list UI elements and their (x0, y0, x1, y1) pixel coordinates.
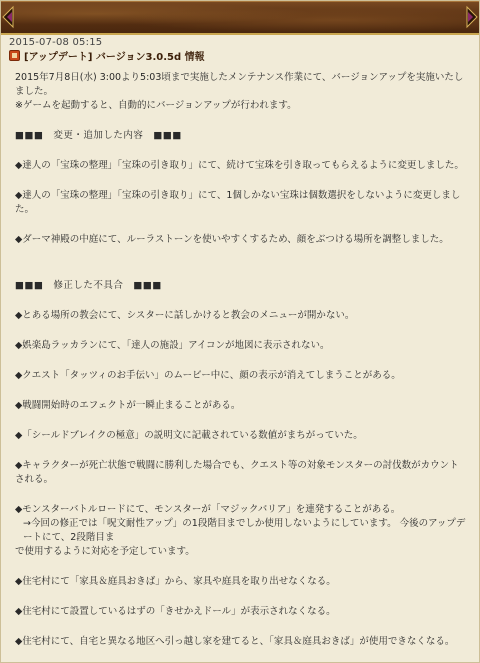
change-item: ◆達人の「宝珠の整理」「宝珠の引き取り」にて、続けて宝珠を引き取ってもらえるように変更しました。 (15, 160, 464, 171)
post-date: 2015-07-08 05:15 (9, 37, 103, 48)
changes-heading: ■■■ 変更・追加した内容 ■■■ (15, 130, 182, 141)
fix-item: ◆住宅村にて「家具＆庭具おきば」から、家具や庭具を取り出せなくなる。 (15, 576, 336, 587)
change-item: ◆達人の「宝珠の整理」「宝珠の引き取り」にて、1個しかない宝珠は個数選択をしないように変更しました。 (15, 190, 461, 215)
fix-item: ◆キャラクターが死亡状態で戦闘に勝利した場合でも、クエスト等の対象モンスターの討伐数がカウントされる。 (15, 460, 459, 485)
banner-right-ornament-icon (459, 1, 479, 33)
fix-item-monster-battle: ◆モンスターバトルロードにて、モンスターが「マジックバリア」を連発することがある。 (15, 504, 401, 515)
header-banner (1, 1, 479, 35)
post-title-row (9, 48, 205, 62)
fix-item-monster-note-cont: で使用するように対応を予定しています。 (15, 546, 195, 557)
fix-item: ◆「シールドブレイクの極意」の説明文に記載されている数値がまちがっていた。 (15, 430, 363, 441)
post-body (15, 71, 467, 649)
post-title: [アップデート] バージョン3.0.5d 情報 (24, 51, 205, 63)
fix-item-monster-note: →今回の修正では「呪文耐性アップ」の1段階目までしか使用しないようにしています。 今後のアップデートにて、2段階目ま (23, 518, 466, 543)
banner-left-ornament-icon (1, 1, 21, 33)
fix-item: ◆住宅村にて設置しているはずの「きせかえドール」が表示されなくなる。 (15, 606, 336, 617)
update-category-icon (9, 50, 20, 61)
change-item: ◆ダーマ神殿の中庭にて、ルーラストーンを使いやすくするため、顔をぶつける場所を調整しました。 (15, 234, 449, 245)
fix-item: ◆戦闘開始時のエフェクトが一瞬止まることがある。 (15, 400, 241, 411)
fix-item: ◆住宅村にて、自宅と異なる地区へ引っ越し家を建てると、「家具＆庭具おきば」が使用できなくなる。 (15, 636, 455, 647)
fixes-heading: ■■■ 修正した不具合 ■■■ (15, 280, 162, 291)
fix-item: ◆とある場所の教会にて、シスターに話しかけると教会のメニューが開かない。 (15, 310, 355, 321)
intro-line: 2015年7月8日(水) 3:00より5:03頃まで実施したメンテナンス作業にて、バージョンアップを実施いたしました。 (15, 72, 464, 97)
fix-item: ◆クエスト「タッツィのお手伝い」のムービー中に、顔の表示が消えてしまうことがある。 (15, 370, 401, 381)
intro-note: ※ゲームを起動すると、自動的にバージョンアップが行われます。 (15, 100, 297, 111)
fix-item: ◆娯楽島ラッカランにて、「達人の施設」アイコンが地図に表示されない。 (15, 340, 330, 351)
